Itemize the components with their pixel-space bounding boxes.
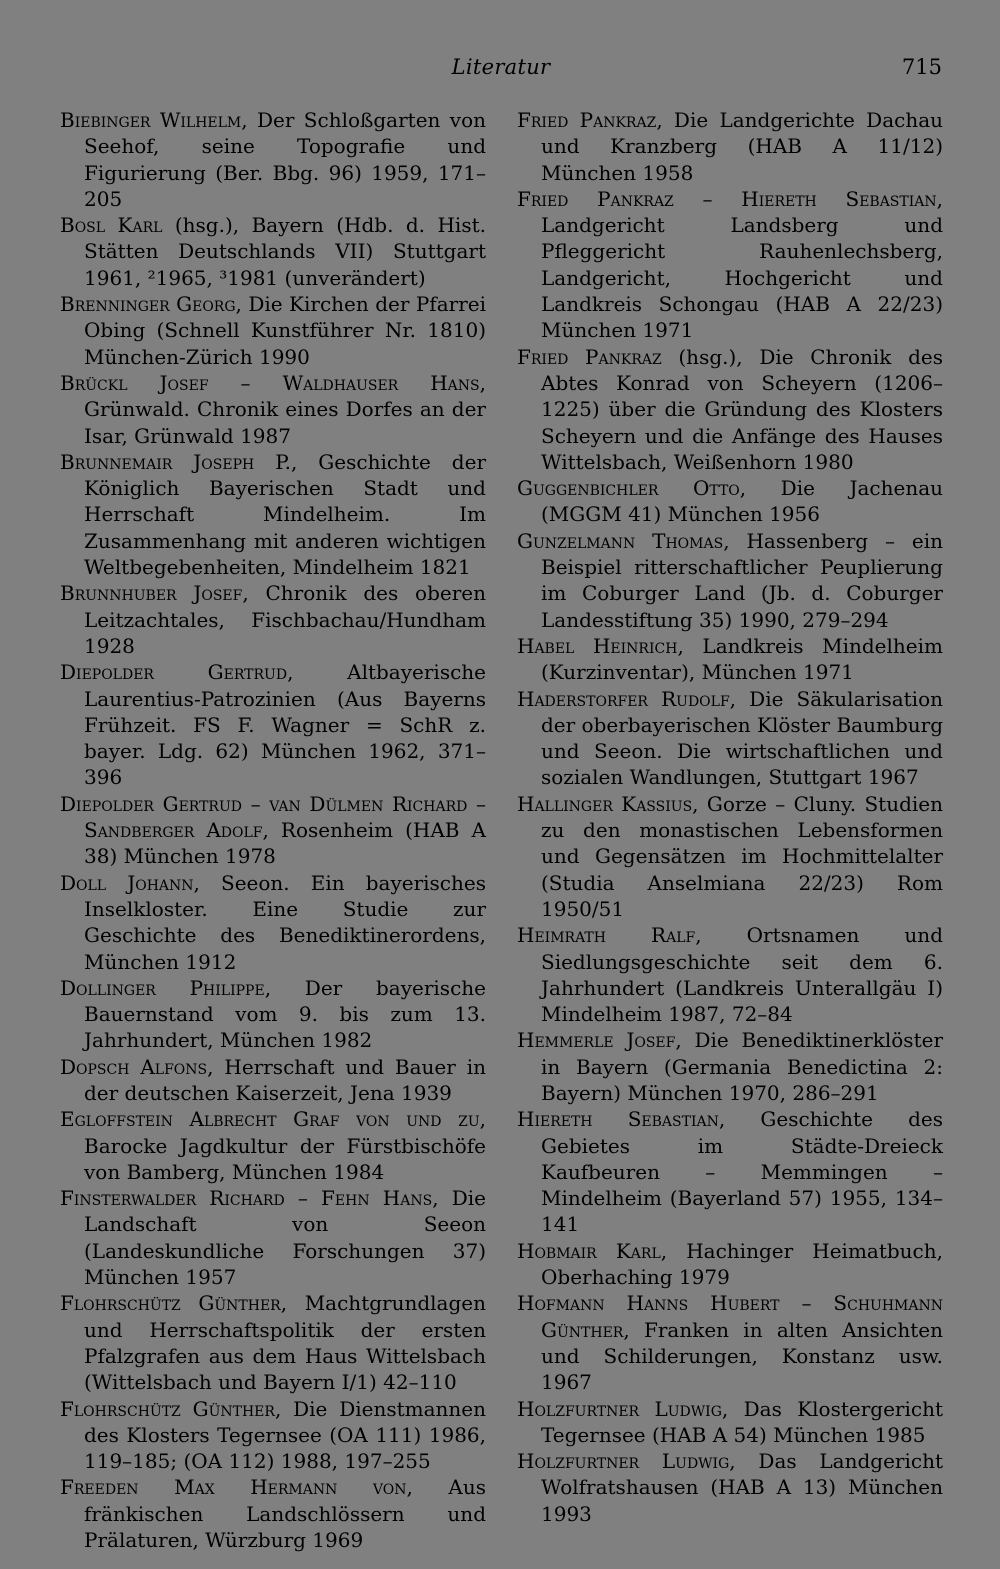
entry-text: , Geschichte des Gebietes im Städte-Dreieck Kaufbeuren – Memmingen – Mindelheim (Bayerland 57) 1955, 134–141 [541,1107,944,1237]
entry-author: Guggenbichler Otto [517,476,740,501]
entry-text: , Ortsnamen und Siedlungsgeschichte seit dem 6. Jahrhundert (Landkreis Unterallgäu I) Mindelheim 1987, 72–84 [541,923,943,1027]
entry-text: , Geschichte der Königlich Bayerischen Stadt und Herrschaft Mindelheim. Im Zusammenhang mit anderen wichtigen Weltbegebenheiten, Mindelheim 1821 [84,449,486,580]
entry-text: , Die Landgerichte Dachau und Kranzberg (HAB A 11/12) München 1958 [541,108,944,185]
entry-author: Brenninger Georg [60,292,236,317]
bibliography-entry [517,1290,943,1395]
entry-author: Diepolder Gertrud [60,660,288,685]
bibliography-entry [60,791,486,870]
entry-author: Finsterwalder Richard – Fehn Hans [60,1186,433,1211]
running-header [60,55,942,85]
bibliography-entry [60,659,486,790]
entry-text: , Seeon. Ein bayerisches Inselkloster. Eine Studie zur Geschichte des Benediktinerordens, München 1912 [84,870,486,974]
bibliography-entry [517,528,943,633]
entry-author: Hallinger Kassius [517,791,693,816]
entry-text: , Die Jachenau (MGGM 41) München 1956 [541,476,944,527]
entry-author: Bosl Karl [60,213,163,238]
entry-author: Haderstorfer Rudolf [517,686,730,711]
entry-author: Hobmair Karl [517,1238,661,1263]
bibliography-entry [517,633,943,686]
entry-author: Flohrschütz Günther [60,1291,281,1316]
entry-text: , Die Landschaft von Seeon (Landeskundliche Forschungen 37) München 1957 [84,1186,487,1290]
entry-author: Hofmann Hanns Hubert – Schuhmann Günther [517,1291,943,1342]
entry-author: Habel Heinrich [517,633,678,658]
entry-text: , Hassenberg – ein Beispiel ritterschaftlicher Peuplierung im Coburger Land (Jb. d. Coburger Landesstiftung 35) 1990, 279–294 [541,528,943,632]
entry-text: (hsg.), Die Chronik des Abtes Konrad von Scheyern (1206–1225) über die Gründung des Klosters Scheyern und die Anfänge des Hauses Wittelsbach, Weißenhorn 1980 [541,344,943,474]
entry-author: Fried Pankraz [517,108,657,132]
entry-text: , Franken in alten Ansichten und Schilderungen, Konstanz usw. 1967 [541,1317,943,1395]
bibliography-entry [517,1448,943,1527]
bibliography-entry [60,1054,486,1107]
entry-text: , Chronik des oberen Leitzachtales, Fischbachau/Hundham 1928 [84,581,486,658]
entry-author: Dollinger Philippe [60,975,265,1000]
entry-author: Brunnhuber Josef [60,581,243,606]
bibliography-entry [60,291,486,370]
entry-text: , Machtgrundlagen und Herrschaftspolitik der ersten Pfalzgrafen aus dem Haus Wittelsbach (Wittelsbach und Bayern I/1) 42–110 [84,1291,486,1395]
entry-text: , Rosenheim (HAB A 38) München 1978 [84,818,487,869]
entry-text: , Barocke Jagdkultur der Fürstbischöfe von Bamberg, München 1984 [84,1107,486,1184]
entry-text: , Herrschaft und Bauer in der deutschen Kaiserzeit, Jena 1939 [84,1054,487,1105]
bibliography-entry [60,1290,486,1395]
entry-author: Hemmerle Josef [517,1028,676,1053]
bibliography-column-left [60,107,486,1553]
entry-text: , Das Klostergericht Tegernsee (HAB A 54) München 1985 [541,1396,943,1447]
bibliography-entry [517,107,943,186]
entry-author: Flohrschütz Günther [60,1396,275,1421]
entry-text: , Aus fränkischen Landschlössern und Prälaturen, Würzburg 1969 [84,1475,486,1553]
bibliography-entry [60,580,486,659]
entry-text: , Hachinger Heimatbuch, Oberhaching 1979 [541,1238,943,1290]
entry-text: , Die Benediktinerklöster in Bayern (Germania Benedictina 2: Bayern) München 1970, 286–291 [541,1028,943,1105]
entry-text: , Landgericht Landsberg und Pfleggericht Rauhenlechsberg, Landgericht, Hochgericht und Landkreis Schongau (HAB A 22/23) München 1971 [541,186,943,343]
bibliography-entry [60,449,486,580]
entry-text: , Die Säkularisation der oberbayerischen Klöster Baumburg und Seeon. Die wirtschaftlichen und sozialen Wandlungen, Stuttgart 1967 [541,686,943,790]
entry-author: Doll Johann [60,870,194,895]
entry-author: Hiereth Sebastian [517,1107,719,1132]
entry-author: Heimrath Ralf [517,923,696,948]
entry-author: Dopsch Alfons [60,1054,208,1079]
bibliography-entry [517,186,943,344]
entry-text: , Grünwald. Chronik eines Dorfes an der Isar, Grünwald 1987 [84,370,486,448]
entry-text: , Landkreis Mindelheim (Kurzinventar), München 1971 [541,633,943,685]
page-number: 715 [901,55,942,79]
entry-text: , Der bayerische Bauernstand vom 9. bis zum 13. Jahrhundert, München 1982 [84,975,486,1053]
entry-text: , Die Kirchen der Pfarrei Obing (Schnell Kunstführer Nr. 1810) München-Zürich 1990 [84,292,486,369]
bibliography-entry [60,1474,486,1553]
entry-text: , Die Dienstmannen des Klosters Tegernsee (OA 111) 1986, 119–185; (OA 112) 1988, 197–255 [84,1396,487,1474]
entry-author: Fried Pankraz – Hiereth Sebastian [517,186,937,211]
bibliography-entry [517,1027,943,1106]
bibliography-entry [60,1396,486,1475]
entry-text: (hsg.), Bayern (Hdb. d. Hist. Stätten Deutschlands VII) Stuttgart 1961, ²1965, ³1981 (unverändert) [84,213,486,290]
bibliography-entry [517,344,943,475]
bibliography-entry [60,870,486,975]
running-title: Literatur [451,55,551,79]
entry-author: Brückl Josef – Waldhauser Hans [60,370,480,395]
entry-text: , Gorze – Cluny. Studien zu den monastischen Lebensformen und Gegensätzen im Hochmittelalter (Studia Anselmiana 22/23) Rom 1950/51 [541,791,944,921]
entry-author: Egloffstein Albrecht Graf von und zu [60,1107,480,1132]
bibliography-entry [60,370,486,449]
bibliography-entry [60,107,486,212]
entry-author: Biebinger Wilhelm [60,108,242,132]
bibliography-column-right [517,107,943,1527]
entry-author: Diepolder Gertrud – van Dülmen Richard – Sandberger Adolf [60,791,486,843]
entry-author: Holzfurtner Ludwig [517,1449,730,1474]
entry-author: Freeden Max Hermann von [60,1475,407,1500]
bibliography-entry [517,475,943,528]
bibliography-entry [60,1185,486,1290]
entry-text: , Der Schloßgarten von Seehof, seine Topografie und Figurierung (Ber. Bbg. 96) 1959, 171–205 [84,108,487,211]
entry-author: Fried Pankraz [517,344,662,369]
bibliography-entry [517,1238,943,1291]
bibliography-entry [60,1106,486,1185]
entry-author: Holzfurtner Ludwig [517,1396,722,1421]
bibliography-entry [517,1106,943,1237]
bibliography-entry [517,686,943,791]
bibliography-entry [517,1396,943,1449]
bibliography-entry [517,922,943,1027]
entry-text: , Das Landgericht Wolfratshausen (HAB A 13) München 1993 [541,1449,943,1526]
entry-author: Gunzelmann Thomas [517,528,724,553]
entry-author: Brunnemair Joseph P. [60,449,291,474]
bibliography-entry [60,212,486,291]
bibliography-entry [517,791,943,922]
bibliography-entry [60,975,486,1054]
entry-text: , Altbayerische Laurentius-Patrozinien (Aus Bayerns Frühzeit. FS F. Wagner = SchR z. bayer. Ldg. 62) München 1962, 371–396 [84,660,486,790]
